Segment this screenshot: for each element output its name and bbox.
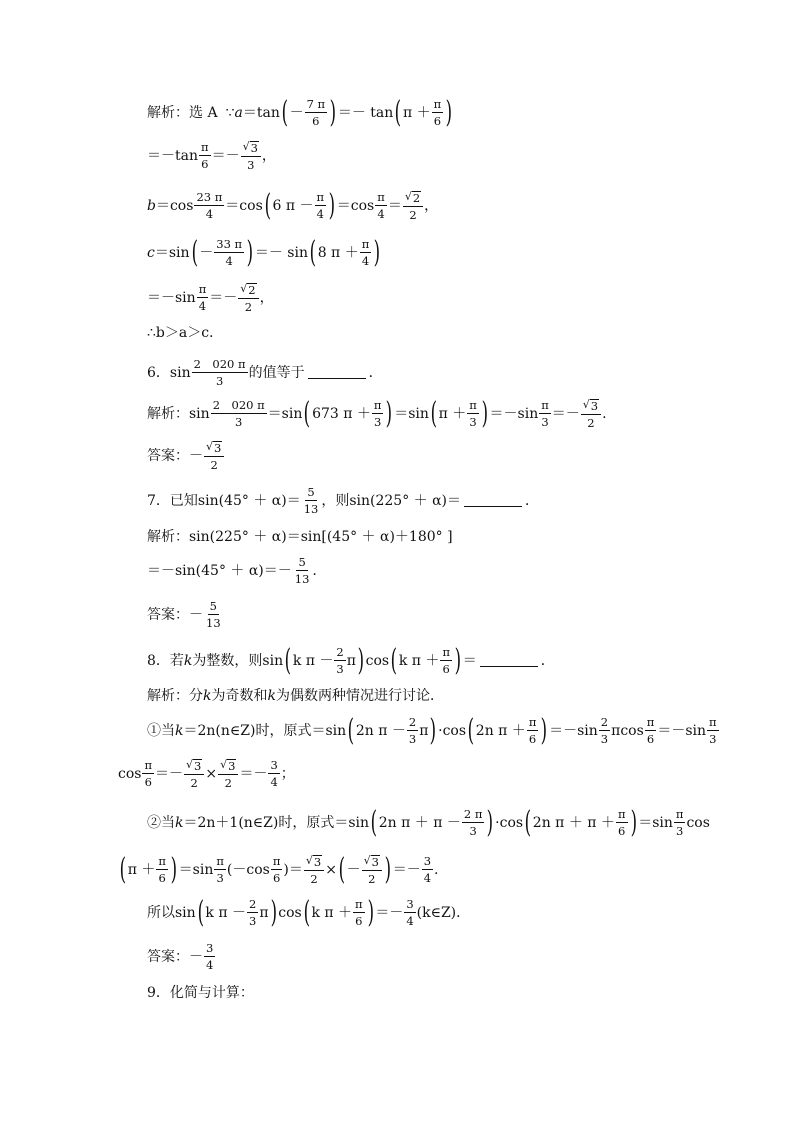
fraction: $\frac{\pi}{6}$ — [158, 854, 166, 886]
fraction: $\frac{2}{3}$ — [249, 897, 257, 929]
pi-plus: π ＋ — [402, 104, 431, 121]
fraction: $\frac{\pi}{6}$ — [617, 807, 626, 839]
equals: ＝ — [242, 104, 257, 121]
fraction: $\frac{7 \pi}{6}$ — [306, 97, 326, 129]
answer-8: 答案： － $\frac{3}{4}$ — [147, 941, 214, 973]
fraction: √ 3 2 — [218, 758, 238, 789]
fraction: √ 3 3 — [241, 140, 261, 171]
fraction: $\frac{\pi}{6}$ — [355, 897, 363, 929]
fraction: √ 3 2 — [204, 440, 224, 471]
fraction: $\frac{\pi}{3}$ — [675, 807, 684, 839]
fraction: √ 2 2 — [238, 282, 258, 313]
fraction: $\frac{\pi}{6}$ — [433, 97, 442, 129]
solution-line-a2: ＝ － tan $\frac{\pi}{6}$ ＝ － √ 3 3 ， — [147, 140, 276, 173]
fraction: $\frac{2}{3}$ — [408, 715, 417, 747]
question-8: 8．若 k 为整数，则 sin ( k π － $\frac{2}{3}$ π ) cos ( k π ＋ $\frac{\pi}{6}$ ) ＝ ． — [147, 643, 555, 679]
fraction: $\frac{3}{4}$ — [423, 854, 432, 886]
fraction: $\frac{\pi}{3}$ — [709, 715, 717, 747]
fraction: $\frac{33 \pi}{4}$ — [216, 237, 243, 269]
answer-blank[interactable] — [464, 494, 522, 507]
fraction: √ 3 2 — [362, 854, 382, 885]
because-symbol: ∵ — [225, 104, 235, 121]
equals: ＝ — [337, 104, 352, 121]
fraction: √ 2 2 — [403, 190, 423, 221]
fraction: $\frac{\pi}{4}$ — [198, 282, 207, 314]
answer-blank[interactable] — [308, 366, 366, 379]
solution-line-c2: ＝ － sin $\frac{\pi}{4}$ ＝ － √ 2 2 ， — [147, 282, 274, 315]
fraction: $\frac{3}{4}$ — [206, 941, 214, 973]
fraction: $\frac{\pi}{6}$ — [528, 715, 537, 747]
fraction: √ 3 2 — [581, 398, 601, 429]
solution-8-case1b: cos $\frac{\pi}{6}$ ＝ － √ 3 2 × √ 3 2 ＝ － $\frac{3}{4}$ ； — [118, 758, 295, 791]
fraction: $\frac{2 020 \pi}{3}$ — [212, 398, 265, 430]
fraction: $\frac{\pi}{3}$ — [373, 398, 382, 430]
solution-label: 解析：选 A — [147, 104, 218, 121]
fraction: $\frac{\pi}{4}$ — [316, 190, 325, 222]
solution-8: 解析：分 k 为奇数和 k 为偶数两种情况进行讨论． — [147, 688, 444, 704]
fraction: $\frac{\pi}{6}$ — [144, 758, 153, 790]
fraction: $\frac{5}{13}$ — [303, 485, 319, 517]
fraction: $\frac{\pi}{3}$ — [216, 854, 224, 886]
fraction: $\frac{5}{13}$ — [294, 555, 310, 587]
fraction: √ 3 2 — [304, 854, 324, 885]
tan: tan — [256, 104, 280, 121]
solution-8-case2b: ( π ＋ $\frac{\pi}{6}$ ) ＝ sin $\frac{\pi}{3}$ (－cos $\frac{\pi}{6}$ ) ＝ √ 3 2 × ( － √ 3 2 ) ＝ － $\frac{3}{4}$ . — [119, 852, 439, 888]
fraction: $\frac{\pi}{4}$ — [361, 237, 370, 269]
fraction: $\frac{3}{4}$ — [270, 758, 278, 790]
fraction: $\frac{2 \pi}{3}$ — [463, 807, 483, 839]
fraction: $\frac{\pi}{6}$ — [646, 715, 655, 747]
solution-8-conclusion: 所以 sin ( k π － $\frac{2}{3}$ π ) cos ( k π ＋ $\frac{\pi}{6}$ ) ＝ － $\frac{3}{4}$ (k∈Z)． — [147, 895, 471, 931]
fraction: $\frac{\pi}{3}$ — [469, 398, 477, 430]
answer-6: 答案： － √ 3 2 — [147, 440, 225, 471]
question-7: 7．已知 sin(45° ＋ α) ＝ $\frac{5}{13}$ ，则 sin(225° ＋ α) ＝ ． — [147, 485, 540, 517]
fraction: $\frac{\pi}{6}$ — [272, 854, 281, 886]
fraction: √ 3 2 — [184, 758, 204, 789]
solution-line-b: b ＝ cos $\frac{23 \pi}{4}$ ＝ cos ( 6 π － $\frac{\pi}{4}$ ) ＝ cos $\frac{\pi}{4}$ ＝ √ 2 2 ， — [147, 188, 439, 224]
fraction: $\frac{\pi}{6}$ — [442, 645, 450, 677]
fraction: $\frac{2}{3}$ — [336, 645, 344, 677]
minus: － — [289, 104, 304, 121]
conclusion-line: ∴b＞a＞c. — [147, 325, 214, 341]
neg-tan: － tan — [351, 104, 394, 121]
fraction: $\frac{\pi}{4}$ — [377, 190, 385, 222]
fraction: $\frac{2 020 \pi}{3}$ — [193, 357, 246, 389]
fraction: $\frac{2}{3}$ — [600, 715, 609, 747]
solution-line-c: c ＝ sin ( － $\frac{33 \pi}{4}$ ) ＝ － sin ( 8 π ＋ $\frac{\pi}{4}$ ) — [147, 235, 381, 271]
fraction: $\frac{3}{4}$ — [406, 897, 414, 929]
solution-7: 解析： sin(225° ＋ α) ＝ sin[(45° ＋ α)＋180° ] — [147, 529, 453, 545]
solution-8-case1: ①当 k ＝2n(n∈Z)时，原式＝ sin ( 2n π － $\frac{2}{3}$ π ) · cos ( 2n π ＋ $\frac{\pi}{6}$ ) ＝ － sin $\frac{2}{3}$ π cos $\frac{\pi}{6}$ ＝ － sin $\frac{\pi}{3}$ — [147, 713, 717, 749]
answer-7: 答案： － $\frac{5}{13}$ — [147, 599, 221, 631]
solution-8-case2: ②当 k ＝2n＋1(n∈Z)时，原式＝ sin ( 2n π ＋ π － $\frac{2 \pi}{3}$ ) · cos ( 2n π ＋ π ＋ $\frac{\pi}{6}$ ) ＝ sin $\frac{\pi}{3}$ cos — [147, 805, 710, 841]
fraction: $\frac{5}{13}$ — [206, 599, 221, 631]
solution-6: 解析： sin $\frac{2 020 \pi}{3}$ ＝ sin ( 673 π ＋ $\frac{\pi}{3}$ ) ＝ sin ( π ＋ $\frac{\pi}{3}$ ) ＝ － sin $\frac{\pi}{3}$ ＝ － √ 3 2 . — [147, 396, 607, 432]
solution-line-a: 解析：选 A ∵ a ＝ tan ( － $\frac{7 \pi}{6}$ ) ＝ － tan ( π ＋ $\frac{\pi}{6}$ ) — [147, 95, 453, 131]
fraction: $\frac{\pi}{6}$ — [201, 140, 209, 172]
solution-7b: ＝－sin(45° ＋ α)＝－ $\frac{5}{13}$ . — [147, 555, 317, 587]
question-9: 9．化简与计算： — [147, 985, 254, 1001]
fraction: $\frac{\pi}{3}$ — [541, 398, 549, 430]
question-6: 6． sin $\frac{2 020 \pi}{3}$ 的值等于 ． — [147, 357, 383, 389]
answer-blank[interactable] — [480, 654, 538, 667]
var-a: a — [234, 104, 243, 121]
fraction: $\frac{23 \pi}{4}$ — [196, 190, 223, 222]
